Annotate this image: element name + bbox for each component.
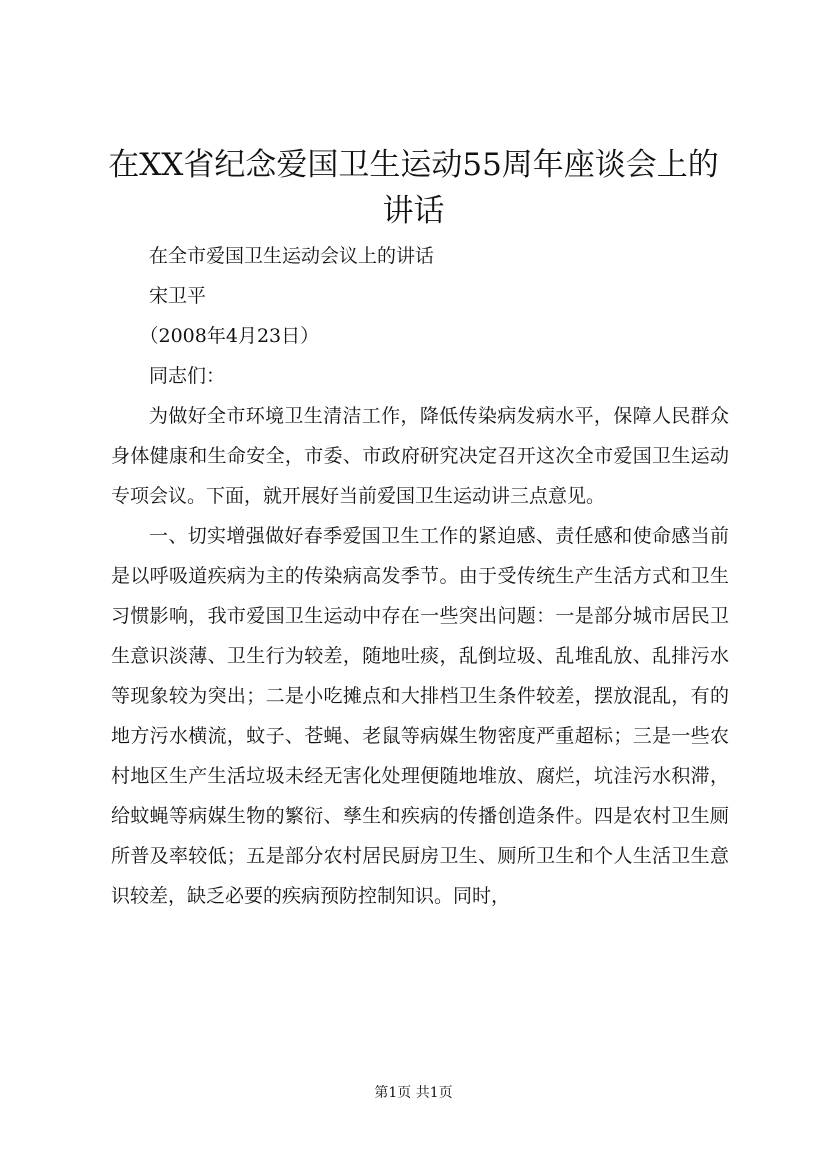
document-date: （2008年4月23日） [139, 325, 320, 347]
document-author: 宋卫平 [149, 285, 207, 307]
paragraph-1: 为做好全市环境卫生清洁工作，降低传染病发病水平，保障人民群众身体健康和生命安全，市委、市政府研究决定召开这次全市爱国卫生运动专项会议。下面，就开展好当前爱国卫生运动讲三点意见。 [111, 405, 729, 507]
document-salutation: 同志们： [149, 365, 226, 387]
paragraph-2: 一、切实增强做好春季爱国卫生工作的紧迫感、责任感和使命感当前是以呼吸道疾病为主的传染病高发季节。由于受传统生产生活方式和卫生习惯影响，我市爱国卫生运动中存在一些突出问题：一是部分城市居民卫生意识淡薄、卫生行为较差，随地吐痰，乱倒垃圾、乱堆乱放、乱排污水等现象较为突出；二是小吃摊点和大排档卫生条件较差，摆放混乱，有的地方污水横流，蚊子、苍蝇、老鼠等病媒生物密度严重超标；三是一些农村地区生产生活垃圾未经无害化处理便随地堆放、腐烂，坑洼污水积滞，给蚊蝇等病媒生物的繁衍、孳生和疾病的传播创造条件。四是农村卫生厕所普及率较低；五是部分农村居民厨房卫生、厕所卫生和个人生活卫生意识较差，缺乏必要的疾病预防控制知识。同时， [111, 525, 729, 907]
document-body [111, 236, 729, 916]
page-footer: 第1页 共1页 [374, 1085, 453, 1101]
document-title: 在XX省纪念爱国卫生运动55周年座谈会上的讲话 [108, 147, 719, 229]
document-subtitle: 在全市爱国卫生运动会议上的讲话 [149, 245, 435, 267]
